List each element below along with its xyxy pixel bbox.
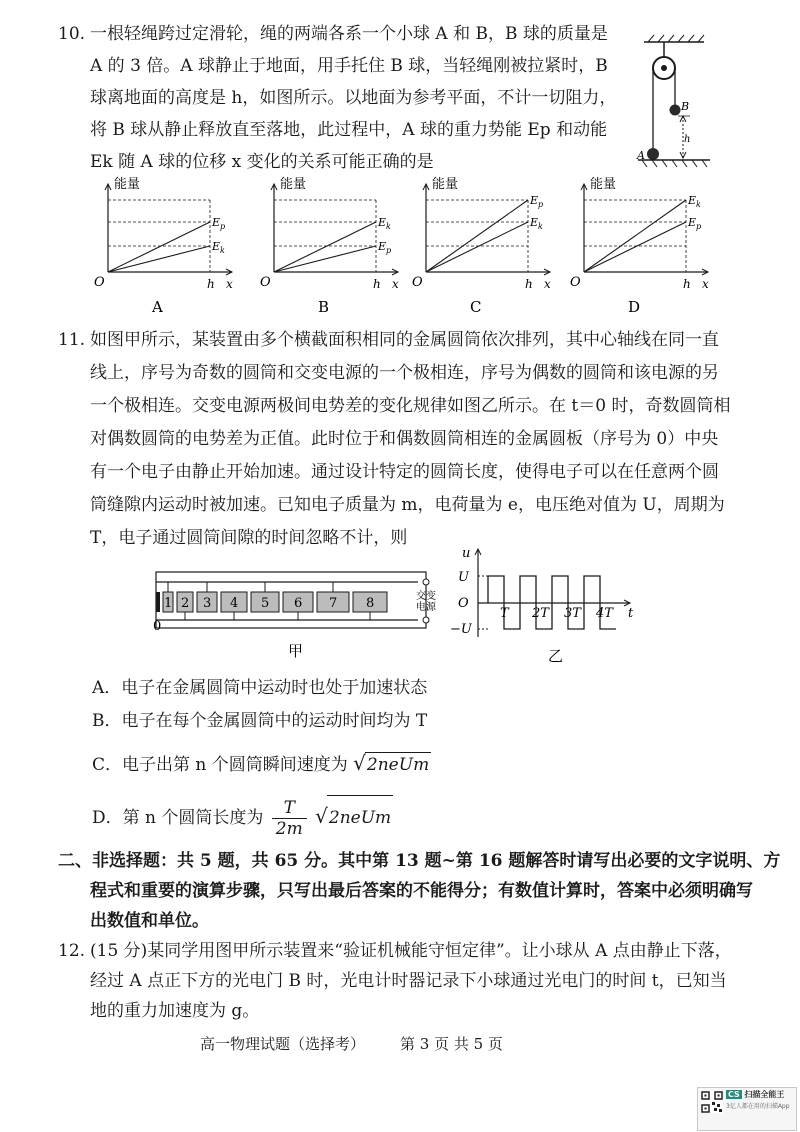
graph-option-label: C bbox=[470, 298, 482, 316]
scanner-logo: CS bbox=[728, 1090, 740, 1099]
tube-label: 2 bbox=[181, 596, 190, 611]
fig-yi-caption: 乙 bbox=[548, 647, 564, 665]
yi-tick-label: 4T bbox=[596, 606, 613, 621]
section2-line-1: 二、非选择题：共 5 题，共 65 分。其中第 13 题~第 16 题解答时请写出必要的文字说明、方 bbox=[58, 851, 781, 871]
q10-line-4: 将 B 球从静止释放直至落地，此过程中，A 球的重力势能 Ep 和动能 bbox=[90, 120, 608, 140]
series-lower-label: $E_k$ bbox=[212, 240, 225, 255]
graph-x-label: x bbox=[392, 277, 399, 291]
tube-label: 5 bbox=[261, 596, 270, 611]
energy-graph-a bbox=[92, 170, 240, 320]
series-upper-label: $E_p$ bbox=[530, 194, 544, 209]
scanner-name: 扫描全能王 bbox=[744, 1090, 785, 1099]
source-label-1: 交变 bbox=[416, 591, 436, 602]
scanner-tagline: 3亿人都在用的扫描App bbox=[726, 1103, 790, 1110]
ball-a-label: A bbox=[637, 149, 645, 162]
q11-line-5: 有一个电子由静止开始加速。通过设计特定的圆筒长度，使得电子可以在任意两个圆 bbox=[90, 462, 719, 482]
yi-y-label: u bbox=[462, 546, 471, 561]
q12-line-3: 地的重力加速度为 g。 bbox=[90, 1001, 260, 1021]
graph-y-label: 能量 bbox=[280, 177, 307, 192]
qr-code-icon bbox=[701, 1091, 723, 1113]
scanner-text bbox=[726, 1089, 790, 1112]
q11-option-d-den: 2m bbox=[275, 819, 303, 839]
series-lower-label: $E_p$ bbox=[688, 216, 702, 231]
pulley-figure bbox=[628, 30, 738, 175]
q11-option-c-text: C．电子出第 n 个圆筒瞬间速度为 bbox=[92, 755, 348, 775]
series-upper bbox=[584, 200, 686, 272]
footer-exam-title: 高一物理试题（选择考） bbox=[200, 1035, 366, 1053]
q10-line-3: 球离地面的高度是 h，如图所示。以地面为参考平面，不计一切阻力， bbox=[90, 88, 617, 108]
ceiling bbox=[644, 35, 704, 42]
q10-number: 10. bbox=[58, 24, 86, 44]
ball-b-label: B bbox=[681, 100, 690, 113]
tube-label: 1 bbox=[164, 596, 173, 611]
q10-line-2: A 的 3 倍。A 球静止于地面，用手托住 B 球，当轻绳刚被拉紧时，B bbox=[90, 56, 608, 76]
yi-x-label: t bbox=[628, 606, 634, 621]
yi-tick-label: 3T bbox=[564, 606, 581, 621]
footer-page-number: 第 3 页 共 5 页 bbox=[400, 1035, 503, 1053]
ball-a bbox=[647, 148, 659, 160]
q12-line-1: (15 分)某同学用图甲所示装置来“验证机械能守恒定律”。让小球从 A 点由静止下落， bbox=[90, 941, 732, 961]
q11-number: 11. bbox=[58, 330, 86, 350]
section2-line-3: 出数值和单位。 bbox=[90, 911, 209, 931]
q10-line-5: Ek 随 A 球的位移 x 变化的关系可能正确的是 bbox=[90, 152, 434, 172]
graph-x-label: x bbox=[544, 277, 551, 291]
plate-label: 0 bbox=[153, 619, 162, 634]
height-label: h bbox=[684, 134, 691, 145]
yi-tick-label: 2T bbox=[532, 606, 549, 621]
q11-option-d-fraction bbox=[272, 798, 307, 839]
series-upper bbox=[274, 222, 376, 272]
ground bbox=[638, 160, 710, 167]
series-lower bbox=[274, 246, 376, 272]
tube-label: 7 bbox=[329, 596, 338, 611]
plate-0 bbox=[156, 592, 160, 612]
graph-option-label: B bbox=[318, 298, 330, 316]
q11-line-4: 对偶数圆筒的电势差为正值。此时位于和偶数圆筒相连的金属圆板（序号为 0）中央 bbox=[90, 429, 719, 449]
graph-y-label: 能量 bbox=[114, 177, 141, 192]
tube-label: 3 bbox=[203, 596, 212, 611]
series-upper bbox=[426, 200, 528, 272]
q11-option-d-num: T bbox=[272, 798, 307, 819]
graph-h-tick: h bbox=[207, 277, 215, 291]
q10-line-1: 一根轻绳跨过定滑轮，绳的两端各系一个小球 A 和 B，B 球的质量是 bbox=[90, 24, 608, 44]
height-marker bbox=[678, 116, 690, 158]
graph-x-label: x bbox=[226, 277, 233, 291]
fig-jia-caption: 甲 bbox=[288, 642, 304, 660]
series-upper-label: $E_k$ bbox=[378, 216, 391, 231]
q11-option-d-text: D．第 n 个圆筒长度为 bbox=[92, 808, 264, 828]
source-label-2: 电源 bbox=[416, 602, 436, 613]
series-lower-label: $E_k$ bbox=[530, 216, 543, 231]
series-upper-label: $E_k$ bbox=[688, 194, 701, 209]
yi-u-neg: −U bbox=[450, 622, 472, 637]
fig-jia bbox=[148, 570, 438, 660]
energy-graph-b bbox=[258, 170, 406, 320]
yi-u-pos: U bbox=[458, 570, 469, 585]
tube-label: 8 bbox=[366, 596, 375, 611]
q11-option-d: D．第 n 个圆筒长度为 $\frac{T}{2m}$ √2neUm bbox=[92, 794, 393, 840]
q11-line-6: 筒缝隙内运动时被加速。已知电子质量为 m，电荷量为 e，电压绝对值为 U，周期为 bbox=[90, 495, 725, 515]
energy-graph-c bbox=[410, 170, 558, 320]
graph-origin: O bbox=[570, 275, 581, 290]
q11-option-b: B．电子在每个金属圆筒中的运动时间均为 T bbox=[92, 711, 428, 731]
series-upper-label: $E_p$ bbox=[212, 216, 226, 231]
graph-origin: O bbox=[412, 275, 423, 290]
series-lower-label: $E_p$ bbox=[378, 240, 392, 255]
tube-label: 6 bbox=[294, 596, 303, 611]
q11-option-c-root: 2neUm bbox=[365, 752, 431, 777]
graph-origin: O bbox=[260, 275, 271, 290]
series-lower bbox=[108, 246, 210, 272]
q11-line-7: T，电子通过圆筒间隙的时间忽略不计，则 bbox=[90, 528, 408, 548]
graph-h-tick: h bbox=[525, 277, 533, 291]
q11-line-2: 线上，序号为奇数的圆筒和交变电源的一个极相连，序号为偶数的圆筒和该电源的另 bbox=[90, 363, 719, 383]
energy-graph-d bbox=[568, 170, 716, 320]
graph-h-tick: h bbox=[683, 277, 691, 291]
q11-option-a: A．电子在金属圆筒中运动时也处于加速状态 bbox=[92, 678, 428, 698]
tube-label: 4 bbox=[230, 596, 239, 611]
q11-option-c: C．电子出第 n 个圆筒瞬间速度为 √2neUm bbox=[92, 751, 430, 775]
graph-y-label: 能量 bbox=[432, 177, 459, 192]
graph-origin: O bbox=[94, 275, 105, 290]
fig-yi bbox=[448, 545, 638, 665]
graph-y-label: 能量 bbox=[590, 177, 617, 192]
series-lower bbox=[426, 222, 528, 272]
q11-line-3: 一个极相连。交变电源两极间电势差的变化规律如图乙所示。在 t＝0 时，奇数圆筒相 bbox=[90, 396, 731, 416]
q12-line-2: 经过 A 点正下方的光电门 B 时，光电计时器记录下小球通过光电门的时间 t，已知当 bbox=[90, 971, 727, 991]
section2-line-2: 程式和重要的演算步骤，只写出最后答案的不能得分；有数值计算时，答案中必须明确写 bbox=[90, 881, 753, 901]
yi-origin: O bbox=[458, 596, 469, 611]
ball-b bbox=[670, 105, 681, 116]
graph-x-label: x bbox=[702, 277, 709, 291]
yi-tick-label: T bbox=[500, 606, 509, 621]
graph-h-tick: h bbox=[373, 277, 381, 291]
q11-option-d-root: 2neUm bbox=[327, 795, 393, 840]
series-lower bbox=[584, 222, 686, 272]
series-upper bbox=[108, 222, 210, 272]
q12-number: 12. bbox=[58, 941, 86, 961]
graph-option-label: A bbox=[152, 298, 163, 316]
graph-option-label: D bbox=[628, 298, 641, 316]
q11-line-1: 如图甲所示，某装置由多个横截面积相同的金属圆筒依次排列，其中心轴线在同一直 bbox=[90, 330, 719, 350]
